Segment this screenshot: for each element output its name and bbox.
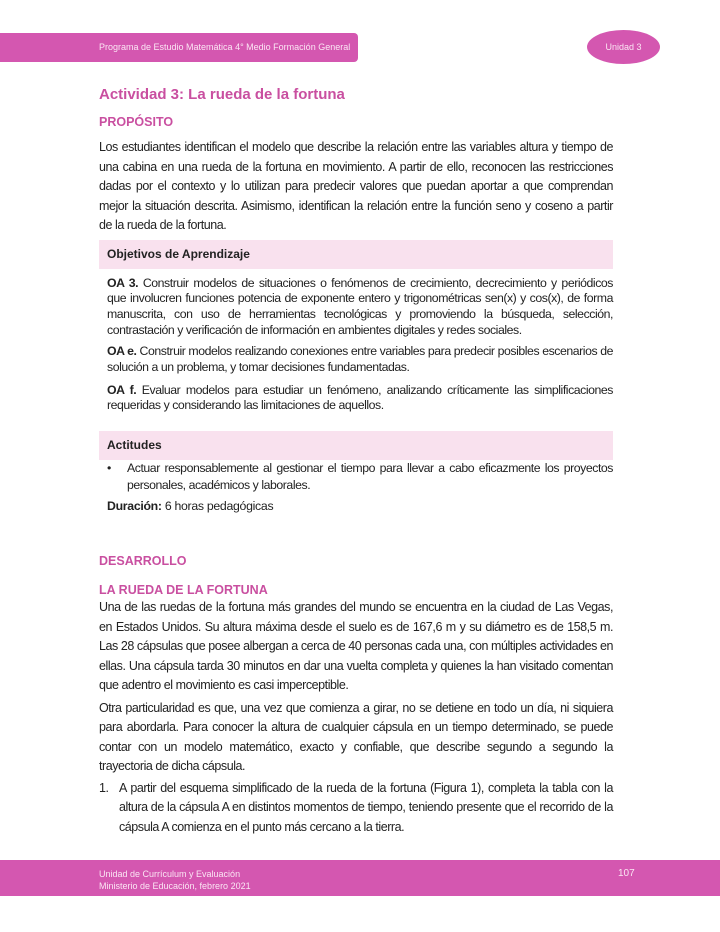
- header-program-bar: [0, 33, 358, 62]
- attitudes-heading: Actitudes: [99, 431, 613, 460]
- list-text: A partir del esquema simplificado de la rueda de la fortuna (Figura 1), completa la tabla con la altura de la cápsula A en distintos momentos de tiempo, teniendo presente que el recorrido de la cápsula A comienza en el punto más cercano a la tierra.: [119, 780, 613, 834]
- bullet-icon: •: [107, 461, 111, 476]
- section-subheading: LA RUEDA DE LA FORTUNA: [99, 583, 268, 598]
- development-heading: DESARROLLO: [99, 554, 187, 569]
- objective-oae: [107, 344, 613, 375]
- page-number: 107: [618, 868, 635, 879]
- objective-code: OA f.: [107, 382, 137, 397]
- activity-title: Actividad 3: La rueda de la fortuna: [99, 86, 345, 103]
- paragraph: Una de las ruedas de la fortuna más grandes del mundo se encuentra en la ciudad de Las Vegas, en Estados Unidos. Su altura máxima desde el suelo es de 167,6 m y su diámetro es de 158,5 m. Las 28 cápsulas que posee albergan a cerca de 40 personas cada una, con múltiples actividades en ellas. Una cápsula tarda 30 minutos en dar una vuelta completa y quienes la han visitado comentan que adentro el movimiento es casi imperceptible.: [99, 600, 613, 693]
- purpose-heading: PROPÓSITO: [99, 115, 174, 129]
- objectives-heading: Objetivos de Aprendizaje: [99, 240, 613, 269]
- objective-oaf: [107, 383, 613, 414]
- list-number: 1.: [99, 780, 109, 795]
- objective-code: OA e.: [107, 344, 137, 359]
- footer-ministry: Ministerio de Educación, febrero 2021: [99, 881, 251, 891]
- purpose-text: Los estudiantes identifican el modelo que describe la relación entre las variables altura y tiempo de una cabina en una rueda de la fortuna en movimiento. A partir de ello, reconocen las restricciones dadas por el contexto y lo utilizan para predecir valores que puedan aportar a que comprendan mejor la situación descrita. Asimismo, identifican la relación entre la función seno y coseno a partir de la rueda de la fortuna.: [99, 140, 613, 232]
- program-title: Programa de Estudio Matemática 4° Medio Formación General: [99, 42, 351, 52]
- objective-oa3: [107, 276, 613, 339]
- duration-value: 6 horas pedagógicas: [161, 499, 274, 514]
- duration: [107, 498, 613, 515]
- objective-text: Evaluar modelos para estudiar un fenómeno, analizando críticamente las simplificaciones requeridas y considerando las limitaciones de aquellos.: [107, 382, 614, 413]
- content-column: [99, 86, 613, 837]
- duration-label: Duración:: [107, 499, 162, 514]
- unit-badge: [587, 30, 660, 64]
- unit-label: Unidad 3: [605, 42, 642, 52]
- objective-code: OA 3.: [107, 275, 139, 290]
- attitude-item: [107, 460, 613, 494]
- list-item: [99, 779, 613, 838]
- objective-text: Construir modelos realizando conexiones entre variables para predecir posibles escenarios de solución a un problema, y tomar decisiones fundamentadas.: [107, 344, 613, 375]
- footer-unit: Unidad de Currículum y Evaluación: [99, 869, 241, 879]
- paragraph: Otra particularidad es que, una vez que comienza a girar, no se detiene en todo un día, ni siquiera para abordarla. Para conocer la altura de cualquier cápsula en un tiempo determinado, se puede contar con un modelo matemático, exacto y confiable, que describe segundo a segundo la trayectoria de dicha cápsula.: [99, 700, 613, 774]
- objective-text: Construir modelos de situaciones o fenómenos de crecimiento, decrecimiento y periódicos que involucren funciones potencia de exponente entero y trigonométricas sen(x) y cos(x), de forma manuscrita, con uso de herramientas tecnológicas y promoviendo la búsqueda, selección, contrastación y verificación de información en ambientes digitales y redes sociales.: [107, 275, 613, 337]
- attitude-text: Actuar responsablemente al gestionar el tiempo para llevar a cabo eficazmente los proyectos personales, académicos y laborales.: [127, 461, 613, 493]
- footer-bar: [0, 860, 720, 896]
